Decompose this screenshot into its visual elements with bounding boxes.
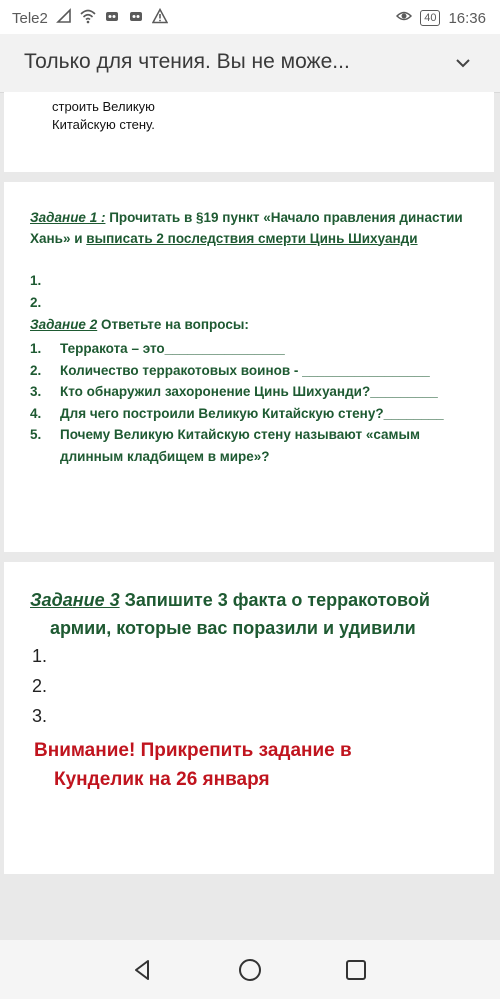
question-item: [30, 381, 480, 403]
clock: 16:36: [448, 9, 486, 27]
carrier-label: Tele2: [12, 9, 48, 27]
task-1-text: [30, 208, 470, 249]
app-notification-icon: [104, 8, 120, 28]
task-1-label: Задание 1 :: [30, 210, 106, 225]
task-3-blank-1: 1.: [32, 646, 48, 666]
question-text: Кто обнаружил захоронение Цинь Шихуанди?_________: [60, 384, 438, 399]
task-1-body: Прочитать в §19 пункт «Начало правления династии Хань» и: [30, 210, 463, 246]
back-icon[interactable]: [131, 958, 155, 982]
task-3-label: Задание 3: [30, 590, 120, 610]
battery-indicator: 40: [420, 10, 440, 26]
question-item: [30, 360, 480, 382]
eye-comfort-icon: [396, 8, 412, 28]
question-number: 5.: [30, 427, 42, 442]
task-2-heading: [30, 317, 249, 332]
task-2-label: Задание 2: [30, 317, 98, 332]
question-text: Количество терракотовых воинов - _________________: [60, 362, 430, 378]
task-3-body-2: армии, которые вас поразили и удивили: [50, 618, 416, 638]
document-page-1: [4, 92, 494, 172]
question-item: [30, 403, 480, 425]
navigation-bar: [0, 940, 500, 999]
page-title: Только для чтения. Вы не може...: [24, 50, 350, 73]
question-text: Терракота – это________________: [60, 341, 285, 356]
question-item: [30, 338, 480, 360]
task-3-blank-3: 3.: [32, 706, 48, 726]
question-item: [30, 424, 480, 467]
home-icon[interactable]: [238, 958, 262, 982]
status-bar: [0, 0, 500, 34]
signal-icon: [56, 8, 72, 28]
deadline-warning: Внимание! Прикрепить задание в Кунделик на 26 января: [34, 740, 352, 790]
app-notification-icon-2: [128, 8, 144, 28]
wifi-icon: [80, 8, 96, 28]
question-text: Для чего построили Великую Китайскую стену?________: [60, 405, 444, 421]
title-bar: [0, 34, 500, 93]
chevron-down-icon[interactable]: [454, 54, 472, 72]
recent-apps-icon[interactable]: [344, 958, 368, 982]
task-1-underlined: выписать 2 последствия смерти Цинь Шихуанди: [86, 230, 418, 246]
question-number: 2.: [30, 362, 42, 378]
task-2-body: Ответьте на вопросы:: [97, 317, 249, 332]
page-1-text: строить Великую Китайскую стену.: [52, 99, 155, 132]
warning-icon: [152, 8, 168, 28]
question-number: 4.: [30, 405, 42, 421]
question-list: [30, 338, 480, 467]
task-1-blank-2: 2.: [30, 295, 42, 310]
task-3-body-1: Запишите 3 факта о терракотовой: [119, 590, 430, 610]
document-page-3: [4, 562, 494, 874]
question-number: 1.: [30, 341, 42, 356]
task-3-blank-2: 2.: [32, 676, 48, 696]
document-page-2: [4, 182, 494, 552]
question-text: Почему Великую Китайскую стену называют «самым длинным кладбищем в мире»?: [60, 427, 421, 464]
task-1-blank-1: 1.: [30, 273, 42, 288]
task-3-text: [30, 586, 475, 642]
question-number: 3.: [30, 384, 42, 399]
